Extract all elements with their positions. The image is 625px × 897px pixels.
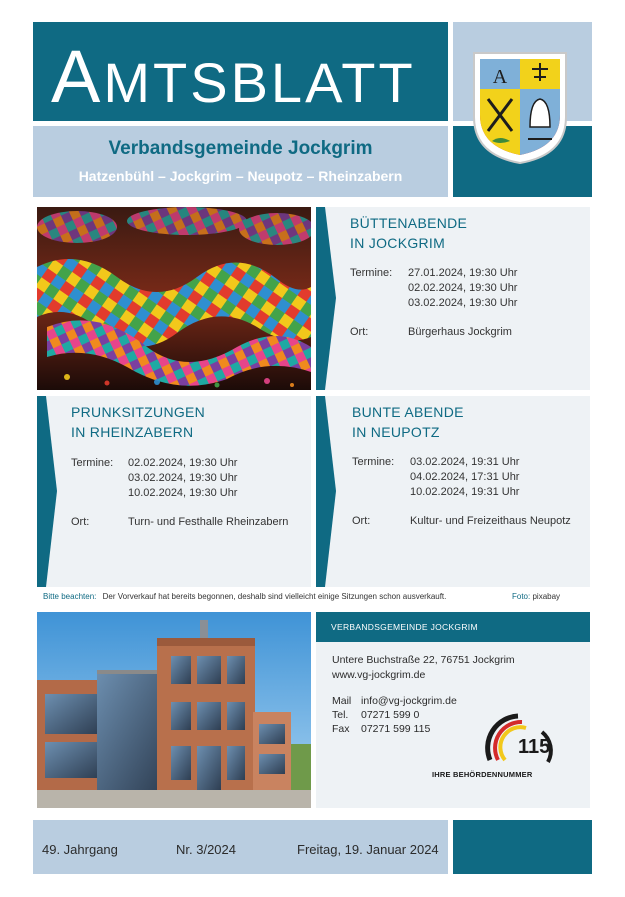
municipality-name: Verbandsgemeinde Jockgrim (108, 138, 373, 159)
contact-heading: VERBANDSGEMEINDE JOCKGRIM (316, 612, 590, 642)
event-date: 03.02.2024, 19:30 Uhr (128, 472, 238, 484)
logo-number: 115 (518, 736, 551, 758)
svg-text:A: A (492, 66, 508, 88)
contact-email[interactable]: info@vg-jockgrim.de (361, 695, 457, 707)
event-date: 04.02.2024, 17:31 Uhr (410, 471, 520, 483)
authority-number-logo (430, 710, 570, 785)
confetti-photo (37, 207, 311, 390)
contact-phone: 07271 599 0 (361, 709, 420, 721)
event-title-line1: BUNTE ABENDE (352, 404, 464, 420)
dates-label: Termine: (71, 457, 114, 469)
masthead (33, 22, 448, 121)
event-title-line2: IN RHEINZABERN (71, 424, 194, 440)
event-title-line2: IN NEUPOTZ (352, 424, 440, 440)
event-date: 10.02.2024, 19:31 Uhr (410, 486, 520, 498)
footer-accent (453, 820, 592, 874)
contact-website[interactable]: www.vg-jockgrim.de (332, 669, 426, 681)
photo-credit: pixabay (532, 592, 561, 601)
tel-label: Tel. (332, 709, 349, 721)
note-text: Der Vorverkauf hat bereits begonnen, deshalb sind vielleicht einige Sitzungen schon ausverkauft. (102, 592, 447, 601)
event-date: 03.02.2024, 19:31 Uhr (410, 456, 520, 468)
event-date: 03.02.2024, 19:30 Uhr (408, 297, 518, 309)
event-date: 02.02.2024, 19:30 Uhr (128, 457, 238, 469)
issue-date: Freitag, 19. Januar 2024 (297, 842, 439, 857)
subheader (33, 126, 448, 197)
footer (33, 820, 448, 874)
event-panel-buettenabende (316, 207, 590, 390)
note-label: Bitte beachten: (43, 592, 97, 601)
town-hall-photo (37, 612, 311, 808)
contact-fax: 07271 599 115 (361, 723, 431, 735)
fax-label: Fax (332, 723, 350, 735)
note-line (43, 592, 583, 606)
dates-label: Termine: (352, 456, 395, 468)
event-place: Turn- und Festhalle Rheinzabern (128, 516, 289, 528)
issue-number: Nr. 3/2024 (176, 842, 236, 857)
event-date: 10.02.2024, 19:30 Uhr (128, 487, 238, 499)
event-title-line2: IN JOCKGRIM (350, 235, 446, 251)
event-date: 27.01.2024, 19:30 Uhr (408, 267, 518, 279)
title-rest: MTSBLATT (103, 51, 416, 114)
event-title-line1: PRUNKSITZUNGEN (71, 404, 206, 420)
event-panel-prunksitzungen (37, 396, 311, 587)
dates-label: Termine: (350, 267, 393, 279)
event-place: Kultur- und Freizeithaus Neupotz (410, 515, 571, 527)
photo-credit-label: Foto: (512, 592, 531, 601)
event-place: Bürgerhaus Jockgrim (408, 326, 512, 338)
event-panel-bunte-abende (316, 396, 590, 587)
event-date: 02.02.2024, 19:30 Uhr (408, 282, 518, 294)
logo-caption: IHRE BEHÖRDENNUMMER (432, 770, 533, 779)
place-label: Ort: (350, 326, 369, 338)
place-label: Ort: (71, 516, 90, 528)
chevron-right-icon (316, 396, 336, 587)
place-label: Ort: (352, 515, 371, 527)
towns-list: Hatzenbühl – Jockgrim – Neupotz – Rheinzabern (78, 168, 403, 184)
event-title-line1: BÜTTENABENDE (350, 215, 468, 231)
title-initial: A (51, 35, 104, 118)
volume: 49. Jahrgang (42, 842, 118, 857)
mail-label: Mail (332, 695, 352, 707)
chevron-right-icon (37, 396, 57, 587)
coat-of-arms-icon (470, 47, 570, 167)
page-title (51, 35, 416, 120)
contact-address: Untere Buchstraße 22, 76751 Jockgrim (332, 654, 515, 666)
chevron-right-icon (316, 207, 336, 390)
